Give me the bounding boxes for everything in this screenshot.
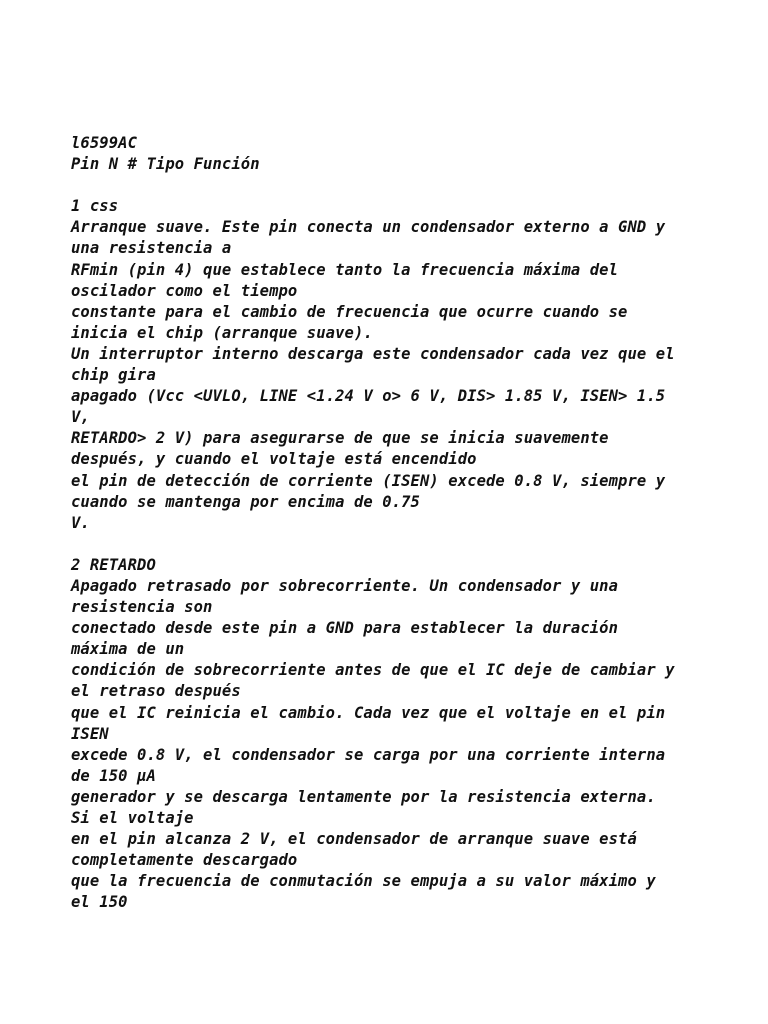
text-line: una resistencia a bbox=[71, 239, 232, 258]
text-line: que la frecuencia de conmutación se empuja a su valor máximo y bbox=[71, 872, 656, 891]
text-line: 2 RETARDO bbox=[71, 555, 156, 574]
text-line: Arranque suave. Este pin conecta un condensador externo a GND y bbox=[71, 218, 666, 237]
text-line: el pin de detección de corriente (ISEN) excede 0.8 V, siempre y bbox=[71, 471, 666, 490]
text-line: de 150 µA bbox=[71, 766, 156, 785]
text-line: ISEN bbox=[71, 724, 109, 743]
text-line: l6599AC bbox=[71, 134, 138, 152]
text-line: oscilador como el tiempo bbox=[71, 281, 298, 300]
text-line: completamente descargado bbox=[71, 851, 298, 870]
document-text bbox=[71, 133, 701, 913]
text-line: después, y cuando el voltaje está encendido bbox=[71, 450, 477, 469]
text-line: el 150 bbox=[71, 893, 128, 912]
text-line: el retraso después bbox=[71, 682, 241, 701]
text-line: apagado (Vcc <UVLO, LINE <1.24 V o> 6 V, DIS> 1.85 V, ISEN> 1.5 bbox=[71, 387, 666, 406]
text-line: Apagado retrasado por sobrecorriente. Un condensador y una bbox=[71, 576, 619, 595]
text-line: conectado desde este pin a GND para establecer la duración bbox=[71, 619, 619, 638]
text-line: generador y se descarga lentamente por la resistencia externa. bbox=[71, 787, 656, 806]
text-line: máxima de un bbox=[71, 640, 185, 659]
text-line: resistencia son bbox=[71, 598, 213, 617]
blank-line bbox=[71, 175, 701, 196]
text-line: condición de sobrecorriente antes de que el IC deje de cambiar y bbox=[71, 661, 675, 680]
blank-line bbox=[71, 534, 701, 555]
text-line: excede 0.8 V, el condensador se carga por una corriente interna bbox=[71, 745, 666, 764]
text-line: constante para el cambio de frecuencia que ocurre cuando se bbox=[71, 302, 628, 321]
text-line: 1 css bbox=[71, 197, 119, 216]
text-line: RETARDO> 2 V) para asegurarse de que se inicia suavemente bbox=[71, 429, 609, 448]
text-line: RFmin (pin 4) que establece tanto la frecuencia máxima del bbox=[71, 260, 619, 279]
text-line: chip gira bbox=[71, 366, 156, 385]
text-line: inicia el chip (arranque suave). bbox=[71, 323, 373, 342]
text-line: Si el voltaje bbox=[71, 809, 194, 827]
text-line: V. bbox=[71, 513, 90, 532]
text-line: V, bbox=[71, 408, 90, 427]
text-line: Un interruptor interno descarga este condensador cada vez que el bbox=[71, 344, 675, 363]
text-line: que el IC reinicia el cambio. Cada vez que el voltaje en el pin bbox=[71, 703, 666, 722]
text-line: Pin N # Tipo Función bbox=[71, 155, 260, 174]
text-line: en el pin alcanza 2 V, el condensador de arranque suave está bbox=[71, 830, 637, 849]
text-line: cuando se mantenga por encima de 0.75 bbox=[71, 492, 420, 511]
